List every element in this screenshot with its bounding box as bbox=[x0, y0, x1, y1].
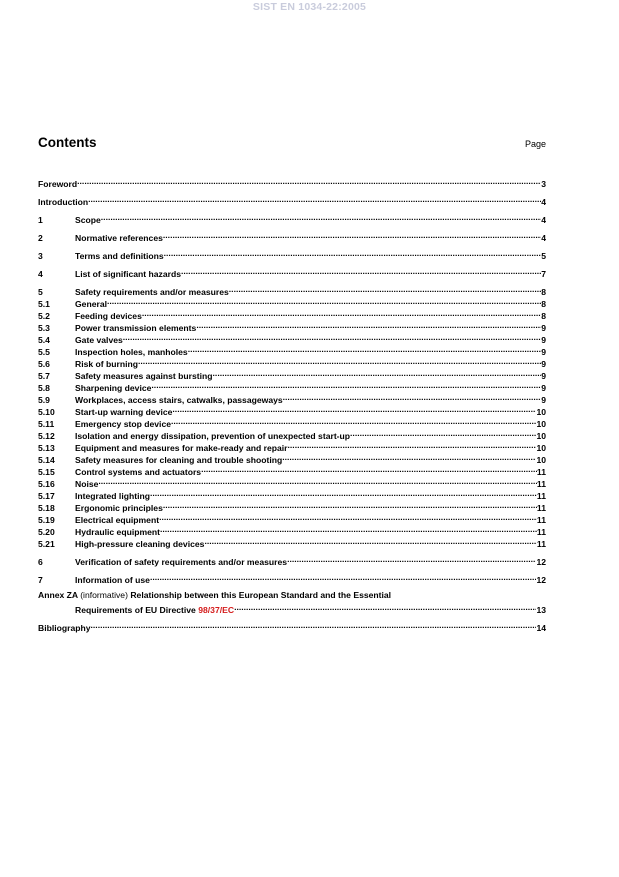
toc-entry-page: 11 bbox=[536, 479, 546, 489]
toc-entry-page: 11 bbox=[536, 515, 546, 525]
toc-entry-title: Verification of safety requirements and/or measures bbox=[75, 557, 288, 567]
toc-entry-page: 7 bbox=[541, 269, 546, 279]
toc-entry-number: 5 bbox=[38, 287, 43, 297]
toc-entry-normative-references[interactable] bbox=[38, 229, 546, 241]
toc-entry-number: 5.19 bbox=[38, 515, 55, 525]
toc-leader-dots bbox=[123, 331, 541, 343]
toc-entry-page: 11 bbox=[536, 491, 546, 501]
toc-entry-number: 3 bbox=[38, 251, 43, 261]
toc-entry-page: 9 bbox=[541, 395, 546, 405]
toc-leader-dots bbox=[350, 427, 536, 439]
toc-entry-title: Introduction bbox=[38, 197, 89, 207]
toc-entry-title: Scope bbox=[75, 215, 101, 225]
toc-entry-number: 5.2 bbox=[38, 311, 50, 321]
directive-link[interactable]: 98/37/EC bbox=[198, 605, 235, 615]
toc-entry-title: Isolation and energy dissipation, prevention of unexpected start-up bbox=[75, 431, 351, 441]
toc-entry-number: 6 bbox=[38, 557, 43, 567]
toc-entry-page: 8 bbox=[541, 287, 546, 297]
toc-entry-number: 1 bbox=[38, 215, 43, 225]
toc-leader-dots bbox=[160, 523, 537, 535]
toc-entry-scope[interactable] bbox=[38, 211, 546, 223]
toc-entry-title: Power transmission elements bbox=[75, 323, 197, 333]
toc-leader-dots bbox=[229, 283, 541, 295]
toc-entry-page: 4 bbox=[541, 233, 546, 243]
toc-entry-page: 8 bbox=[541, 299, 546, 309]
toc-leader-dots bbox=[150, 571, 536, 583]
toc-entry-page: 9 bbox=[541, 359, 546, 369]
toc-entry-page: 4 bbox=[541, 197, 546, 207]
toc-entry-number: 5.16 bbox=[38, 479, 55, 489]
toc-leader-dots bbox=[196, 319, 541, 331]
toc-entry-safety-requirements[interactable] bbox=[38, 283, 546, 295]
toc-entry-page: 12 bbox=[536, 557, 546, 567]
toc-entry-page: 10 bbox=[536, 455, 546, 465]
toc-leader-dots bbox=[234, 601, 536, 613]
toc-entry-number: 5.14 bbox=[38, 455, 55, 465]
toc-entry-number: 5.18 bbox=[38, 503, 55, 513]
toc-entry-page: 10 bbox=[536, 407, 546, 417]
annex-first-line bbox=[38, 589, 546, 601]
table-of-contents bbox=[38, 175, 546, 631]
toc-entry-title: Safety requirements and/or measures bbox=[75, 287, 229, 297]
annex-informative: (informative) bbox=[80, 590, 128, 600]
toc-entry-number: 5.12 bbox=[38, 431, 55, 441]
toc-leader-dots bbox=[138, 355, 541, 367]
toc-entry-page: 11 bbox=[536, 467, 546, 477]
toc-leader-dots bbox=[282, 451, 536, 463]
toc-entry-page: 4 bbox=[541, 215, 546, 225]
toc-entry-title: Electrical equipment bbox=[75, 515, 160, 525]
toc-entry-information-of-use[interactable] bbox=[38, 571, 546, 583]
toc-entry-number: 5.6 bbox=[38, 359, 50, 369]
toc-leader-dots bbox=[142, 307, 541, 319]
toc-entry-title: Ergonomic principles bbox=[75, 503, 163, 513]
toc-leader-dots bbox=[163, 229, 541, 241]
toc-entry-title: Normative references bbox=[75, 233, 163, 243]
annex-title-line1: Relationship between this European Standard and the Essential bbox=[130, 590, 392, 600]
toc-subentry[interactable] bbox=[38, 487, 546, 499]
toc-leader-dots bbox=[213, 367, 542, 379]
toc-entry-title: Safety measures for cleaning and trouble shooting bbox=[75, 455, 283, 465]
toc-entry-title: General bbox=[75, 299, 108, 309]
toc-entry-verification[interactable] bbox=[38, 553, 546, 565]
toc-leader-dots bbox=[204, 535, 536, 547]
toc-leader-dots bbox=[88, 193, 541, 205]
toc-subentry[interactable] bbox=[38, 307, 546, 319]
page-column-label: Page bbox=[524, 139, 546, 149]
toc-entry-introduction[interactable] bbox=[38, 193, 546, 205]
toc-entry-number: 5.15 bbox=[38, 467, 55, 477]
toc-entry-page: 3 bbox=[541, 179, 546, 189]
toc-entry-annex-za[interactable] bbox=[38, 589, 546, 613]
toc-entry-title: Integrated lighting bbox=[75, 491, 150, 501]
toc-leader-dots bbox=[98, 475, 537, 487]
toc-subentry[interactable] bbox=[38, 475, 546, 487]
toc-leader-dots bbox=[287, 553, 536, 565]
toc-entry-page: 14 bbox=[536, 623, 546, 633]
toc-entry-number: 5.4 bbox=[38, 335, 50, 345]
toc-entry-number: 2 bbox=[38, 233, 43, 243]
annex-label: Annex ZA bbox=[38, 590, 78, 600]
toc-entry-title: Terms and definitions bbox=[75, 251, 164, 261]
toc-entry-title: Hydraulic equipment bbox=[75, 527, 160, 537]
toc-leader-dots bbox=[159, 511, 537, 523]
toc-entry-page: 10 bbox=[536, 443, 546, 453]
toc-entry-number: 5.9 bbox=[38, 395, 50, 405]
toc-entry-number: 5.5 bbox=[38, 347, 50, 357]
toc-entry-title: High-pressure cleaning devices bbox=[75, 539, 205, 549]
toc-entry-page: 11 bbox=[536, 527, 546, 537]
toc-entry-title: Bibliography bbox=[38, 623, 91, 633]
toc-entry-title: Information of use bbox=[75, 575, 150, 585]
toc-entry-page: 11 bbox=[536, 503, 546, 513]
toc-leader-dots bbox=[163, 499, 537, 511]
toc-leader-dots bbox=[164, 247, 542, 259]
toc-entry-title: Risk of burning bbox=[75, 359, 139, 369]
toc-entry-number: 5.20 bbox=[38, 527, 55, 537]
toc-leader-dots bbox=[107, 295, 541, 307]
toc-entry-number: 5.8 bbox=[38, 383, 50, 393]
toc-leader-dots bbox=[150, 487, 537, 499]
toc-entry-page: 10 bbox=[536, 419, 546, 429]
toc-entry-bibliography[interactable] bbox=[38, 619, 546, 631]
toc-entry-page: 13 bbox=[536, 605, 546, 615]
toc-leader-dots bbox=[77, 175, 541, 187]
toc-entry-title: Workplaces, access stairs, catwalks, passageways bbox=[75, 395, 283, 405]
toc-entry-title: Gate valves bbox=[75, 335, 123, 345]
toc-entry-foreword[interactable] bbox=[38, 175, 546, 187]
toc-leader-dots bbox=[283, 391, 542, 403]
toc-entry-number: 5.13 bbox=[38, 443, 55, 453]
toc-entry-page: 9 bbox=[541, 347, 546, 357]
toc-entry-page: 8 bbox=[541, 311, 546, 321]
toc-entry-title: Equipment and measures for make-ready and repair bbox=[75, 443, 288, 453]
toc-entry-page: 12 bbox=[536, 575, 546, 585]
toc-entry-page: 10 bbox=[536, 431, 546, 441]
toc-entry-number: 5.3 bbox=[38, 323, 50, 333]
annex-title-line2: Requirements of EU Directive bbox=[75, 605, 196, 615]
toc-entry-page: 9 bbox=[541, 323, 546, 333]
toc-leader-dots bbox=[181, 265, 541, 277]
toc-entry-number: 7 bbox=[38, 575, 43, 585]
toc-leader-dots bbox=[101, 211, 541, 223]
toc-subentry[interactable] bbox=[38, 295, 546, 307]
toc-entry-page: 9 bbox=[541, 383, 546, 393]
watermark: SIST EN 1034-22:2005 bbox=[252, 1, 367, 13]
toc-entry-number: 5.7 bbox=[38, 371, 50, 381]
toc-entry-title: Emergency stop device bbox=[75, 419, 172, 429]
toc-entry-title: Sharpening device bbox=[75, 383, 152, 393]
toc-entry-number: 4 bbox=[38, 269, 43, 279]
toc-entry-number: 5.21 bbox=[38, 539, 55, 549]
toc-leader-dots bbox=[201, 463, 537, 475]
toc-entry-number: 5.11 bbox=[38, 419, 55, 429]
toc-leader-dots bbox=[288, 439, 537, 451]
toc-entry-page: 5 bbox=[541, 251, 546, 261]
toc-entry-title: Safety measures against bursting bbox=[75, 371, 213, 381]
toc-entry-page: 11 bbox=[536, 539, 546, 549]
page-title: Contents bbox=[38, 135, 97, 150]
toc-entry-number: 5.10 bbox=[38, 407, 55, 417]
toc-entry-title: Inspection holes, manholes bbox=[75, 347, 188, 357]
toc-entry-title: Control systems and actuators bbox=[75, 467, 202, 477]
toc-entry-title: Start-up warning device bbox=[75, 407, 173, 417]
toc-leader-dots bbox=[91, 619, 537, 631]
toc-entry-title: Noise bbox=[75, 479, 99, 489]
toc-entry-number: 5.1 bbox=[38, 299, 50, 309]
toc-leader-dots bbox=[188, 343, 542, 355]
toc-leader-dots bbox=[151, 379, 541, 391]
toc-entry-title: Feeding devices bbox=[75, 311, 142, 321]
toc-entry-number: 5.17 bbox=[38, 491, 55, 501]
toc-entry-page: 9 bbox=[541, 335, 546, 345]
toc-leader-dots bbox=[171, 415, 536, 427]
toc-entry-title: Foreword bbox=[38, 179, 78, 189]
toc-entry-terms[interactable] bbox=[38, 247, 546, 259]
toc-entry-page: 9 bbox=[541, 371, 546, 381]
toc-leader-dots bbox=[172, 403, 536, 415]
subsection-list bbox=[38, 295, 546, 547]
toc-entry-hazards[interactable] bbox=[38, 265, 546, 277]
annex-second-line bbox=[38, 601, 546, 613]
toc-entry-title: List of significant hazards bbox=[75, 269, 182, 279]
